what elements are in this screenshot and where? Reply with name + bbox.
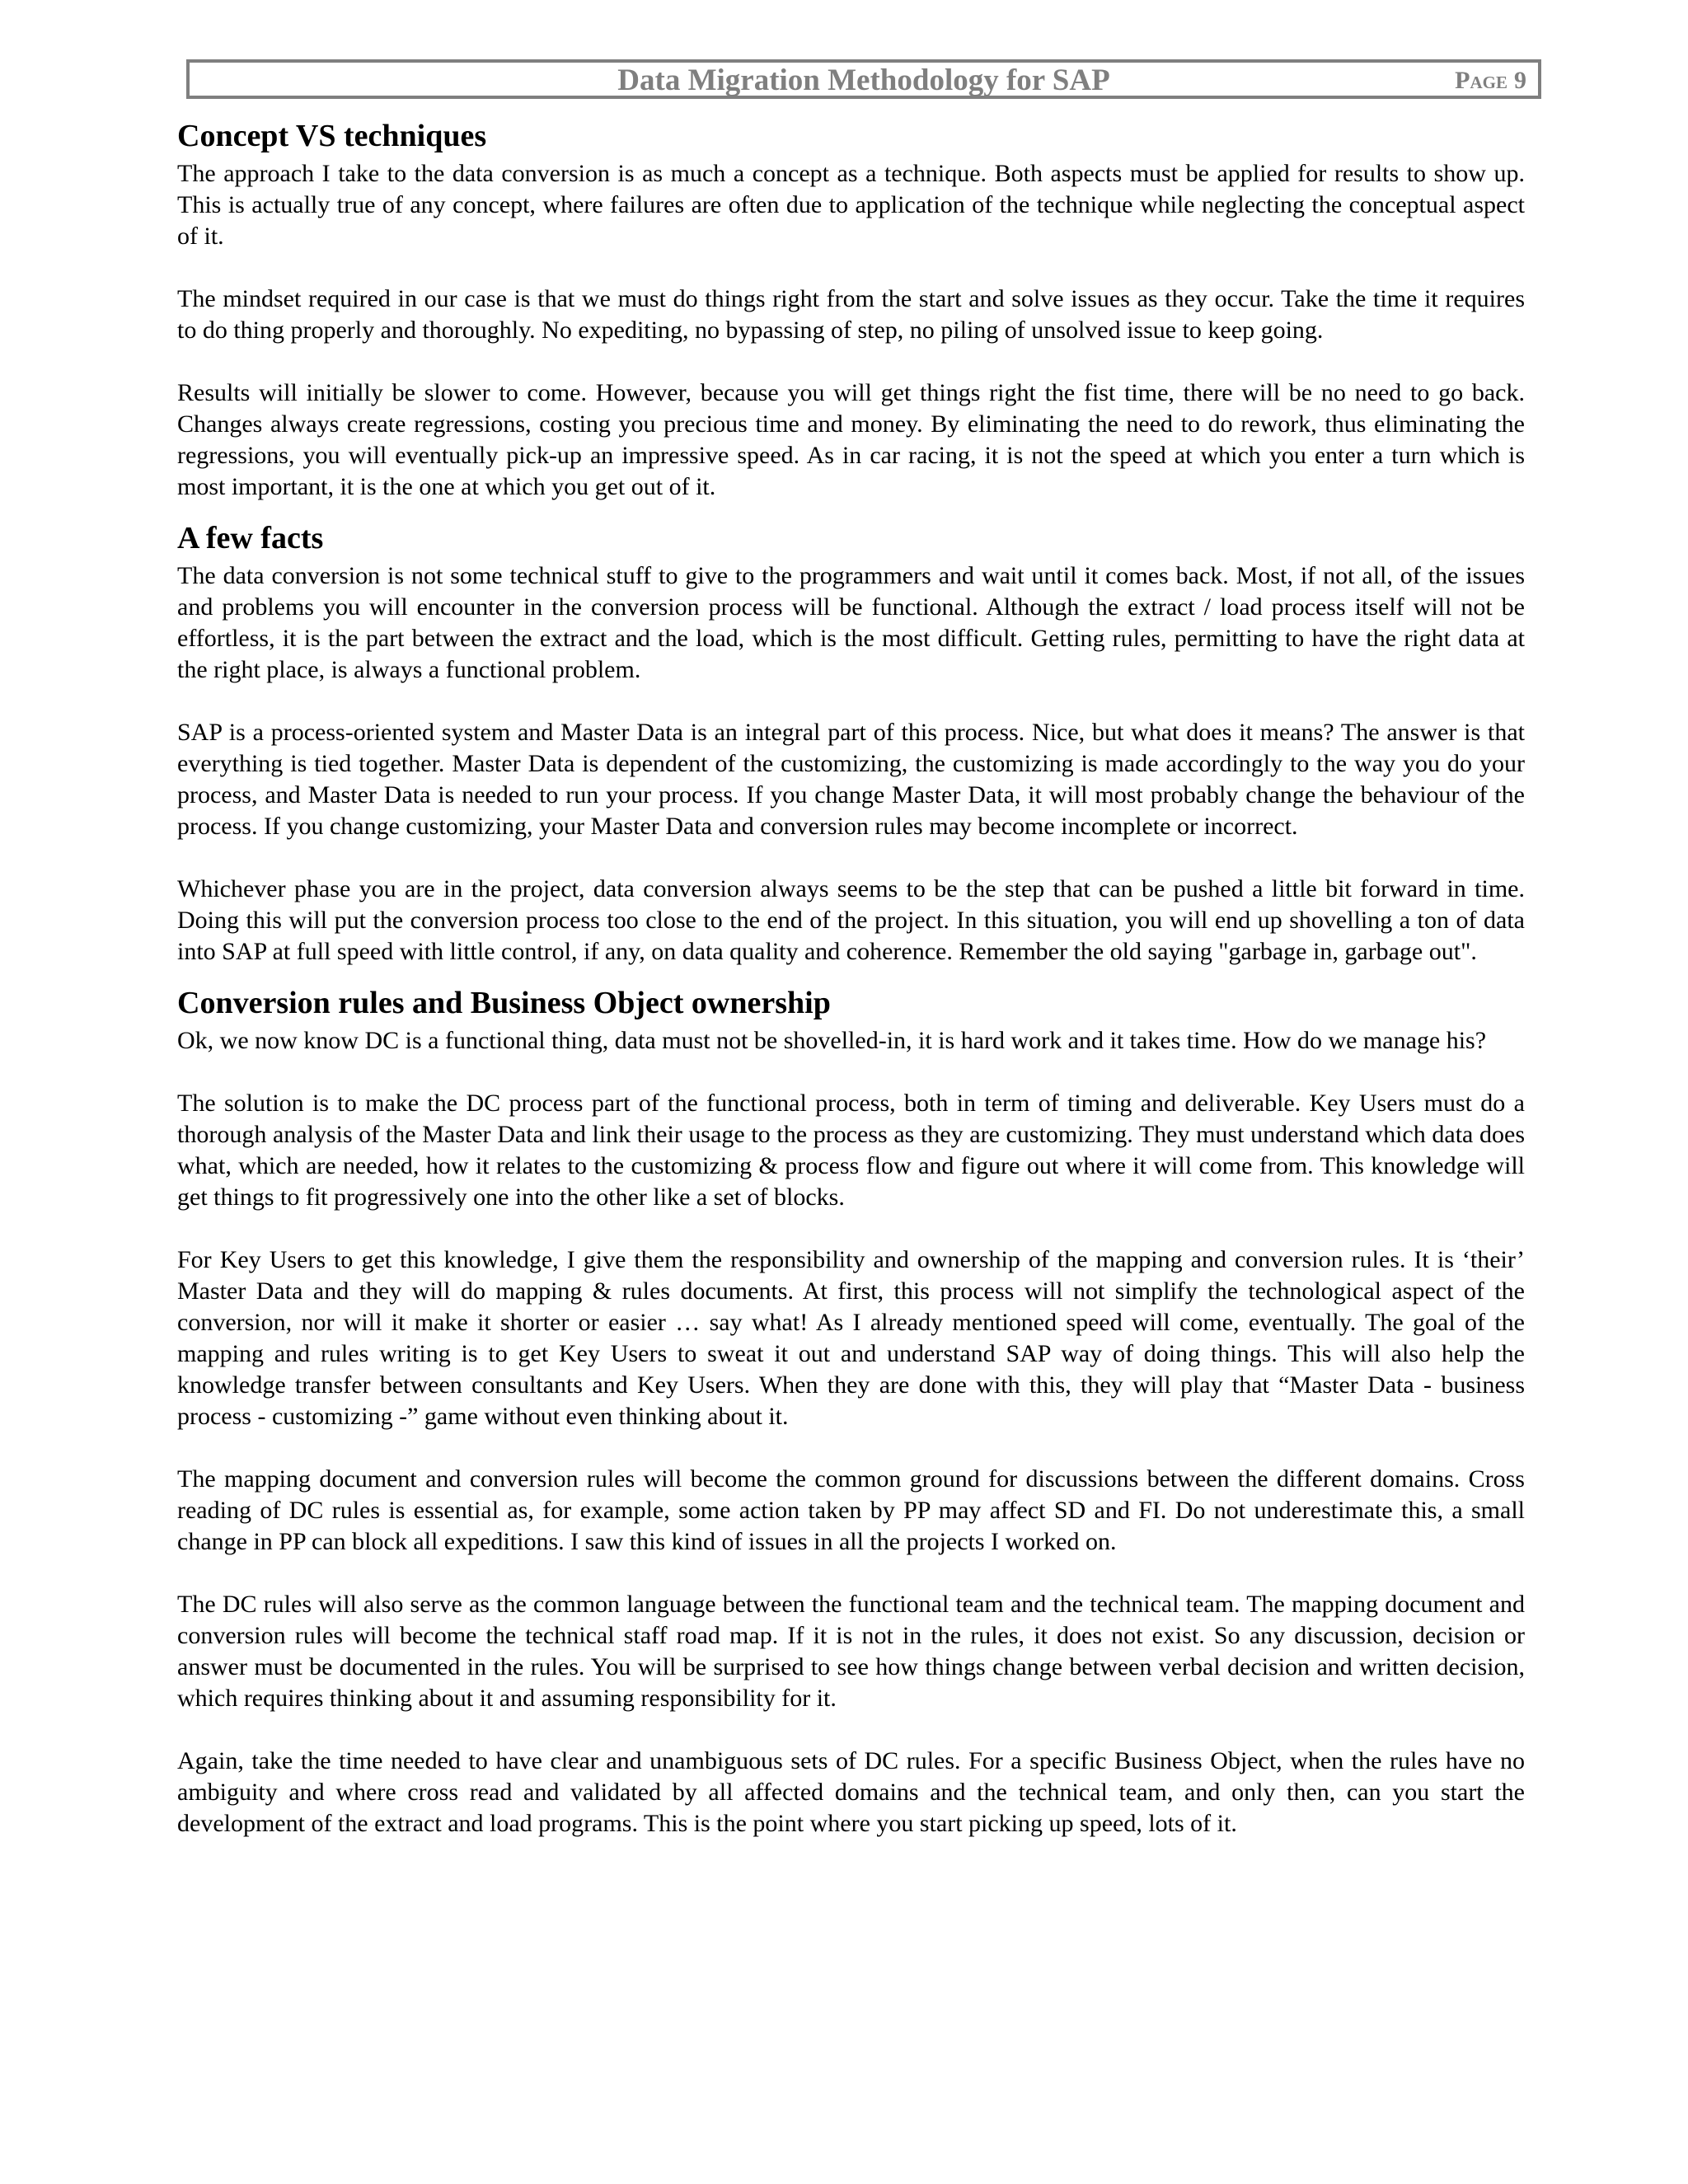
page-label: Page bbox=[1455, 67, 1507, 94]
paragraph: Results will initially be slower to come. However, because you will get things right the fist time, there will be no need to go back. Changes always create regressions, costing you precious time and money. By eliminating the need to do rework, thus eliminating the regressions, you will eventually pick-up an impressive speed. As in car racing, it is not the speed at which you enter a turn which is most important, it is the one at which you get out of it. bbox=[177, 379, 1525, 500]
document-body bbox=[177, 117, 1525, 1856]
paragraph: Ok, we now know DC is a functional thing, data must not be shovelled-in, it is hard work and it takes time. How do we manage his? bbox=[177, 1027, 1487, 1054]
document-title: Data Migration Methodology for SAP bbox=[617, 63, 1110, 97]
section-conversion-rules-ownership bbox=[177, 984, 1525, 1840]
page-indicator bbox=[1455, 66, 1526, 96]
paragraph: The mindset required in our case is that we must do things right from the start and solve issues as they occur. Take the time it requires to do thing properly and thoroughly. No expediting, no bypassing of step, no piling of unsolved issue to keep going. bbox=[177, 285, 1525, 344]
page-number: 9 bbox=[1514, 67, 1526, 94]
paragraph: The approach I take to the data conversion is as much a concept as a technique. Both aspects must be applied for results to show up. This is actually true of any concept, where failures are often due to application of the technique while neglecting the conceptual aspect of it. bbox=[177, 160, 1525, 250]
paragraph: Whichever phase you are in the project, data conversion always seems to be the step that can be pushed a little bit forward in time. Doing this will put the conversion process too close to the end of the project. In this situation, you will end up shovelling a ton of data into SAP at full speed with little control, if any, on data quality and coherence. Remember the old saying "garbage in, garbage out". bbox=[177, 875, 1525, 965]
paragraph: The DC rules will also serve as the common language between the functional team and the technical team. The mapping document and conversion rules will become the technical staff road map. If it is not in the rules, it does not exist. So any discussion, decision or answer must be documented in the rules. You will be surprised to see how things change between verbal decision and written decision, which requires thinking about it and assuming responsibility for it. bbox=[177, 1591, 1525, 1712]
paragraph: The solution is to make the DC process part of the functional process, both in term of timing and deliverable. Key Users must do a thorough analysis of the Master Data and link their usage to the process as they are customizing. They must understand which data does what, which are needed, how it relates to the customizing & process flow and figure out where it will come from. This knowledge will get things to fit progressively one into the other like a set of blocks. bbox=[177, 1090, 1525, 1211]
paragraph: Again, take the time needed to have clear and unambiguous sets of DC rules. For a specific Business Object, when the rules have no ambiguity and where cross read and validated by all affected domains and the technical team, and only then, can you start the development of the extract and load programs. This is the point where you start picking up speed, lots of it. bbox=[177, 1747, 1525, 1837]
paragraph: SAP is a process-oriented system and Master Data is an integral part of this process. Nice, but what does it means? The answer is that everything is tied together. Master Data is dependent of the customizing, the customizing is made accordingly to the way you do your process, and Master Data is needed to run your process. If you change Master Data, it will most probably change the behaviour of the process. If you change customizing, your Master Data and conversion rules may become incomplete or incorrect. bbox=[177, 719, 1525, 840]
section-heading: A few facts bbox=[177, 521, 324, 555]
paragraph: The data conversion is not some technical stuff to give to the programmers and wait until it comes back. Most, if not all, of the issues and problems you will encounter in the conversion process will be functional. Although the extract / load process itself will not be effortless, it is the part between the extract and the load, which is the most difficult. Getting rules, permitting to have the right data at the right place, is always a functional problem. bbox=[177, 562, 1525, 683]
section-heading: Concept VS techniques bbox=[177, 119, 487, 153]
page-header bbox=[186, 59, 1541, 99]
paragraph: For Key Users to get this knowledge, I give them the responsibility and ownership of the mapping and conversion rules. It is ‘their’ Master Data and they will do mapping & rules documents. At first, this process will not simplify the technological aspect of the conversion, nor will it make it shorter or easier … say what! As I already mentioned speed will come, eventually. The goal of the mapping and rules writing is to get Key Users to sweat it out and understand SAP way of doing things. This will also help the knowledge transfer between consultants and Key Users. When they are done with this, they will play that “Master Data - business process - customizing -” game without even thinking about it. bbox=[177, 1246, 1525, 1430]
section-heading: Conversion rules and Business Object ownership bbox=[177, 986, 831, 1020]
section-concept-vs-techniques bbox=[177, 117, 1525, 503]
paragraph: The mapping document and conversion rules will become the common ground for discussions between the different domains. Cross reading of DC rules is essential as, for example, some action taken by PP may affect SD and FI. Do not underestimate this, a small change in PP can block all expeditions. I saw this kind of issues in all the projects I worked on. bbox=[177, 1465, 1525, 1555]
section-a-few-facts bbox=[177, 519, 1525, 968]
